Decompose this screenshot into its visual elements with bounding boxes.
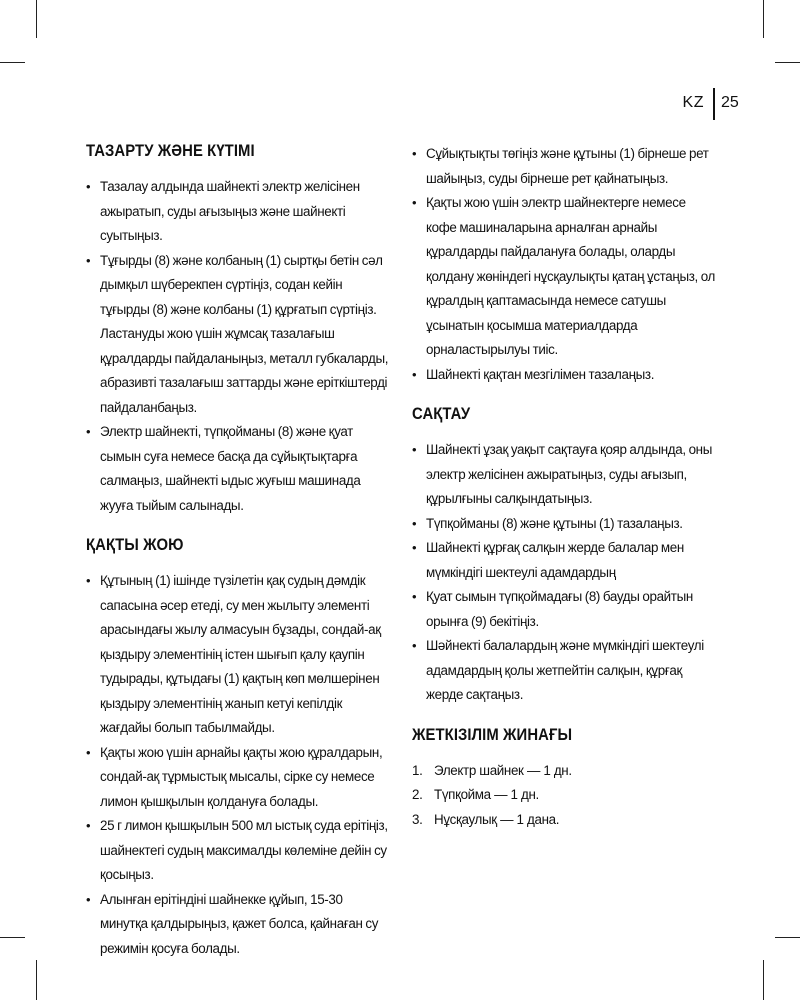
page-number: 25 <box>721 94 739 111</box>
language-code: KZ <box>682 94 704 111</box>
list-item: • Шайнекті қақтан мезгілімен тазалаңыз. <box>412 363 718 388</box>
list-item: • Тазалау алдында шайнекті электр желісінен ажыратып, суды ағызыңыз және шайнекті суытыңыз. <box>86 175 392 249</box>
crop-mark <box>763 960 764 1000</box>
list-item: • Шайнекті құрғақ салқын жерде балалар мен мүмкіндігі шектеулі адамдардың <box>412 536 718 585</box>
list-item: • 25 г лимон қышқылын 500 мл ыстық суда ерітіңіз, шайнектегі судың максималды көлеміне дейін су қосыңыз. <box>86 814 392 888</box>
bullet: • <box>86 891 91 907</box>
crop-mark <box>763 0 764 38</box>
storage-list <box>412 438 718 708</box>
list-item: • Шайнекті ұзақ уақыт сақтауға қояр алдында, оны электр желісінен ажыратыңыз, суды ағызып, құрылғыны салқындатыңыз. <box>412 438 718 512</box>
list-item: • Шәйнекті балалардың және мүмкіндігі шектеулі адамдардың қолы жетпейтін салқын, құрғақ жерде сақтаңыз. <box>412 634 718 708</box>
list-item: 3. Нұсқаулық — 1 дана. <box>412 811 560 827</box>
cleaning-list <box>86 175 392 518</box>
section-title-package: ЖЕТКІЗІЛІМ ЖИНАҒЫ <box>412 725 573 744</box>
bullet: • <box>412 366 417 382</box>
bullet: • <box>412 146 417 161</box>
bullet: • <box>412 515 417 531</box>
list-item: 1. Электр шайнек — 1 дн. <box>412 762 572 778</box>
page-header <box>0 88 800 122</box>
crop-mark <box>775 937 800 938</box>
list-item: • Қақты жою үшін электр шайнектерге немесе кофе машиналарына арналған арнайы құралдарды пайдалануға болады, оларды қолдану жөніндегі нұсқаулықты қатаң ұстаңыз, ол құралдың қаптамасында немесе сатушы ұсынатын қосымша материалдарда орналастырылуы тиіс. <box>412 191 718 363</box>
list-item: • Түпқойманы (8) және құтыны (1) тазалаңыз. <box>412 512 718 537</box>
crop-mark <box>36 960 37 1000</box>
list-item: • Электр шайнекті, түпқойманы (8) және қуат сымын суға немесе басқа да сұйықтықтарға салмаңыз, шайнекті ыдыс жуғыш машинада жууға тыйым салынады. <box>86 420 392 518</box>
bullet: • <box>86 818 91 833</box>
list-item: • Сұйықтықты төгіңіз және құтыны (1) бірнеше рет шайыңыз, суды бірнеше рет қайнатыңыз. <box>412 142 718 191</box>
section-title-storage: САҚТАУ <box>412 405 471 423</box>
bullet: • <box>412 638 417 653</box>
bullet: • <box>86 744 91 760</box>
bullet: • <box>86 573 91 588</box>
list-item: 2. Түпқойма — 1 дн. <box>412 787 539 802</box>
header-divider <box>713 88 715 120</box>
right-column <box>412 142 718 832</box>
descaling-list <box>86 569 392 961</box>
crop-mark <box>0 62 25 63</box>
bullet: • <box>412 589 417 604</box>
bullet: • <box>86 424 91 439</box>
crop-mark <box>0 937 25 938</box>
bullet: • <box>412 442 417 457</box>
bullet: • <box>412 195 417 210</box>
descaling-continued-list <box>412 142 718 387</box>
section-title-cleaning: ТАЗАРТУ ЖӘНЕ КҮТІМІ <box>86 142 255 160</box>
list-item: • Қуат сымын түпқоймадағы (8) бауды орайтын орынға (9) бекітіңіз. <box>412 585 718 634</box>
list-item: • Қақты жою үшін арнайы қақты жою құралдарын, сондай-ақ тұрмыстық мысалы, сірке су немесе лимон қышқылын қолдануға болады. <box>86 741 392 815</box>
left-column <box>86 142 392 961</box>
crop-mark <box>36 0 37 38</box>
list-item: • Алынған ерітіндіні шайнекке құйып, 15-30 минутқа қалдырыңыз, қажет болса, қайнаған су режимін қосуға болады. <box>86 888 392 962</box>
list-item: • Тұғырды (8) және колбаның (1) сыртқы бетін сәл дымқыл шүберекпен сүртіңіз, содан кейін тұғырды (8) және колбаны (1) құрғатып сүртіңіз. Ластануды жою үшін жұмсақ тазалағыш құралдарды пайдаланыңыз, металл губкаларды, абразивті тазалағыш заттарды және еріткіштерді пайдаланбаңыз. <box>86 249 392 421</box>
section-title-descaling: ҚАҚТЫ ЖОЮ <box>86 536 184 554</box>
list-item: • Құтының (1) ішінде түзілетін қақ судың дәмдік сапасына әсер етеді, су мен жылыту элементі арасындағы жылу алмасуын бұзады, сондай-ақ қыздыру элементінің істен шығып қалу қаупін тудырады, құтыдағы (1) қақтың көп мөлшерінен қыздыру элементінің жанып кетуі кепілдік жағдайы болып табылмайды. <box>86 569 392 741</box>
crop-mark <box>775 62 800 63</box>
bullet: • <box>412 540 417 555</box>
package-list <box>412 759 718 833</box>
bullet: • <box>86 179 91 194</box>
bullet: • <box>86 252 91 268</box>
